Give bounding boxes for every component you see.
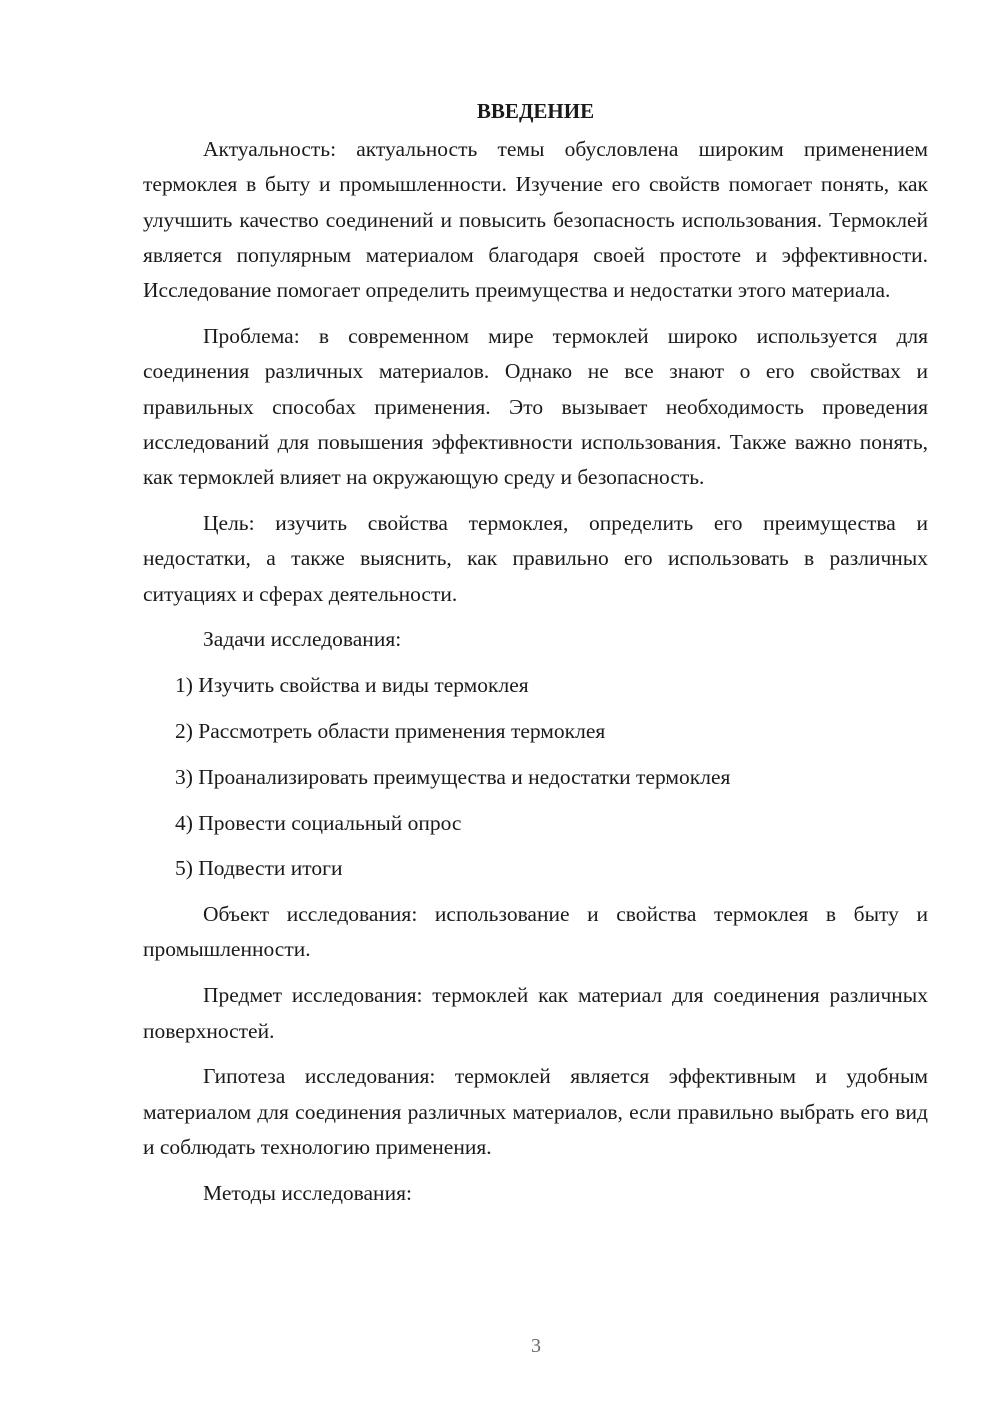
list-item: 4) Провести социальный опрос xyxy=(175,810,462,835)
page-number: 3 xyxy=(531,1335,541,1357)
tasks-list xyxy=(143,668,928,886)
paragraph-subject: Предмет исследования: термоклей как материал для соединения различных поверхностей. xyxy=(143,983,928,1043)
list-item: 2) Рассмотреть области применения термоклея xyxy=(175,718,606,743)
paragraph-methods: Методы исследования: xyxy=(203,1180,412,1205)
paragraph-tasks-intro: Задачи исследования: xyxy=(203,627,402,652)
list-item: 5) Подвести итоги xyxy=(175,856,343,881)
paragraph-goal: Цель: изучить свойства термоклея, определить его преимущества и недостатки, а также выяснить, как правильно его использовать в различных ситуациях и сферах деятельности. xyxy=(143,510,928,606)
page-content xyxy=(143,96,928,1222)
paragraph-hypothesis: Гипотеза исследования: термоклей является эффективным и удобным материалом для соединения различных материалов, если правильно выбрать его вид и соблюдать технологию применения. xyxy=(143,1064,928,1159)
paragraph-object: Объект исследования: использование и свойства термоклея в быту и промышленности. xyxy=(143,902,928,962)
list-item: 1) Изучить свойства и виды термоклея xyxy=(175,673,529,698)
paragraph-problem: Проблема: в современном мире термоклей широко используется для соединения различных материалов. Однако не все знают о его свойствах и правильных способах применения. Это вызывает необходимость проведения исследований для повышения эффективности использования. Также важно понять, как термоклей влияет на окружающую среду и безопасность. xyxy=(143,323,928,490)
section-heading: ВВЕДЕНИЕ xyxy=(476,99,595,123)
list-item: 3) Проанализировать преимущества и недостатки термоклея xyxy=(175,764,731,789)
paragraph-relevance: Актуальность: актуальность темы обусловлена широким применением термоклея в быту и промышленности. Изучение его свойств помогает понять, как улучшить качество соединений и повысить безопасность использования. Термоклей является популярным материалом благодаря своей простоте и эффективности. Исследование помогает определить преимущества и недостатки этого материала. xyxy=(143,137,928,303)
